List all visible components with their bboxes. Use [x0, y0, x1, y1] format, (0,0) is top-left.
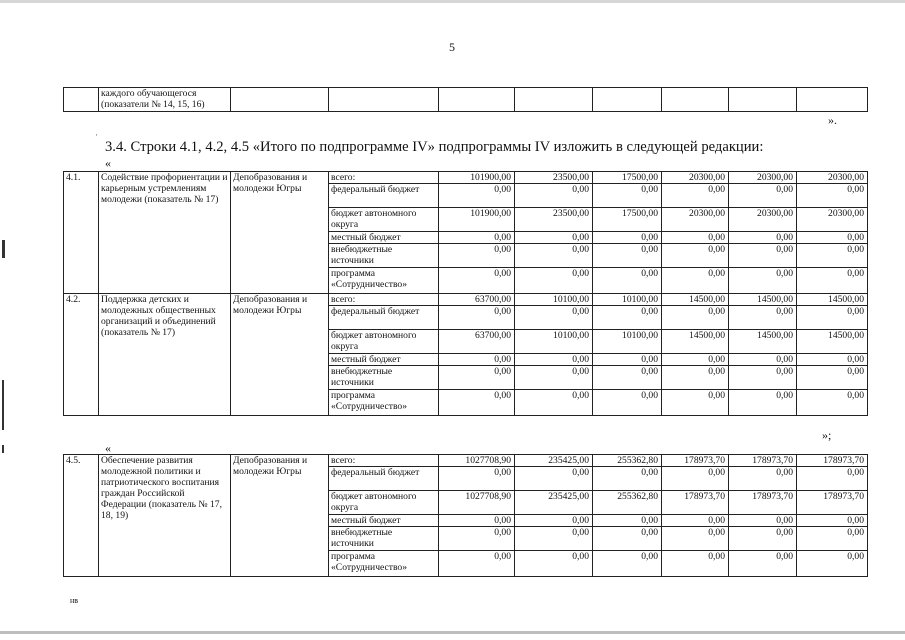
amount-cell: 0,00 [439, 515, 515, 527]
amount-cell: 0,00 [593, 467, 662, 491]
amount-cell: 0,00 [797, 184, 868, 208]
amount-cell: 20300,00 [797, 208, 868, 232]
funding-source-cell: местный бюджет [329, 232, 439, 244]
amount-cell: 0,00 [515, 467, 593, 491]
amount-cell: 14500,00 [662, 330, 729, 354]
amount-cell: 235425,00 [515, 455, 593, 467]
amount-cell: 0,00 [515, 390, 593, 416]
amount-cell: 0,00 [662, 527, 729, 551]
amount-cell: 255362,80 [593, 491, 662, 515]
row-number-cell: 4.1. [64, 172, 99, 294]
funding-source-cell: программа «Сотрудничество» [329, 268, 439, 294]
amount-cell: 0,00 [439, 354, 515, 366]
executor-cell: Депобразования и молодежи Югры [231, 455, 329, 577]
amount-cell: 0,00 [662, 467, 729, 491]
amount-cell: 0,00 [593, 354, 662, 366]
amount-cell: 0,00 [515, 366, 593, 390]
amount-cell: 0,00 [515, 551, 593, 577]
funding-source-cell: федеральный бюджет [329, 467, 439, 491]
amount-cell: 10100,00 [593, 330, 662, 354]
amount-cell: 0,00 [729, 551, 797, 577]
amount-cell: 0,00 [729, 244, 797, 268]
amount-cell: 0,00 [515, 232, 593, 244]
amount-cell: 0,00 [439, 390, 515, 416]
amount-cell: 10100,00 [593, 294, 662, 306]
amount-cell: 0,00 [515, 306, 593, 330]
subprogram-table-row-4-5 [63, 454, 868, 577]
empty-cell [662, 88, 729, 112]
amount-cell: 0,00 [662, 551, 729, 577]
funding-source-cell: всего: [329, 455, 439, 467]
amount-cell: 0,00 [662, 515, 729, 527]
row-number-cell: 4.5. [64, 455, 99, 577]
empty-cell [797, 88, 868, 112]
fragment-text-cell [99, 88, 231, 112]
amount-cell: 0,00 [729, 232, 797, 244]
funding-source-cell: внебюджетные источники [329, 366, 439, 390]
amount-cell: 0,00 [729, 467, 797, 491]
amount-cell: 0,00 [439, 551, 515, 577]
amount-cell: 0,00 [593, 527, 662, 551]
amount-cell: 0,00 [797, 551, 868, 577]
amount-cell: 0,00 [797, 390, 868, 416]
amount-cell: 0,00 [729, 354, 797, 366]
page-number: 5 [449, 40, 455, 54]
amount-cell: 0,00 [515, 268, 593, 294]
amount-cell: 63700,00 [439, 330, 515, 354]
empty-cell [329, 88, 439, 112]
amount-cell: 0,00 [797, 366, 868, 390]
amount-cell: 0,00 [439, 527, 515, 551]
amount-cell: 0,00 [662, 268, 729, 294]
amount-cell: 20300,00 [662, 172, 729, 184]
amount-cell: 0,00 [515, 184, 593, 208]
subprogram-table-main [63, 171, 868, 416]
closing-quote-1: ». [828, 113, 837, 127]
empty-cell [515, 88, 593, 112]
amount-cell: 1027708,90 [439, 491, 515, 515]
amount-cell: 235425,00 [515, 491, 593, 515]
amount-cell: 10100,00 [515, 294, 593, 306]
amount-cell: 0,00 [662, 354, 729, 366]
amount-cell: 0,00 [593, 551, 662, 577]
scan-bottom-edge [0, 631, 905, 634]
amount-cell: 14500,00 [729, 330, 797, 354]
amount-cell: 0,00 [662, 184, 729, 208]
row-name-cell: Содействие профориентации и карьерным устремлениям молодежи (показатель № 17) [99, 172, 231, 294]
footer-mark: нв [70, 596, 79, 605]
amount-cell: 14500,00 [797, 330, 868, 354]
amount-cell: 178973,70 [797, 455, 868, 467]
row-name-cell: Обеспечение развития молодежной политики и патриотического воспитания граждан Российской Федерации (показатель № 17, 18, 19) [99, 455, 231, 577]
amount-cell: 0,00 [797, 306, 868, 330]
amount-cell: 101900,00 [439, 208, 515, 232]
funding-source-cell: всего: [329, 294, 439, 306]
empty-cell [64, 88, 99, 112]
amount-cell: 14500,00 [729, 294, 797, 306]
closing-quote-2: »; [822, 428, 832, 442]
amount-cell: 0,00 [439, 366, 515, 390]
amount-cell: 0,00 [797, 467, 868, 491]
amount-cell: 20300,00 [797, 172, 868, 184]
amount-cell: 0,00 [729, 515, 797, 527]
amount-cell: 0,00 [729, 184, 797, 208]
amount-cell: 0,00 [797, 354, 868, 366]
funding-source-cell: местный бюджет [329, 515, 439, 527]
amount-cell: 1027708,90 [439, 455, 515, 467]
amount-cell: 178973,70 [662, 491, 729, 515]
empty-cell [439, 88, 515, 112]
amount-cell: 0,00 [729, 268, 797, 294]
amount-cell: 0,00 [662, 306, 729, 330]
top-fragment-table [63, 87, 868, 112]
amount-cell: 14500,00 [662, 294, 729, 306]
amount-cell: 0,00 [797, 232, 868, 244]
amount-cell: 255362,80 [593, 455, 662, 467]
empty-cell [231, 88, 329, 112]
funding-source-cell: бюджет автономного округа [329, 330, 439, 354]
amount-cell: 0,00 [662, 366, 729, 390]
amount-cell: 0,00 [593, 232, 662, 244]
amount-cell: 0,00 [439, 268, 515, 294]
amount-cell: 178973,70 [729, 491, 797, 515]
amount-cell: 178973,70 [662, 455, 729, 467]
section-heading: 3.4. Строки 4.1, 4.2, 4.5 «Итого по подпрограмме IV» подпрограммы IV изложить в следующей редакции: [105, 139, 764, 155]
amount-cell: 0,00 [593, 184, 662, 208]
amount-cell: 178973,70 [729, 455, 797, 467]
amount-cell: 0,00 [729, 306, 797, 330]
funding-source-cell: программа «Сотрудничество» [329, 390, 439, 416]
amount-cell: 0,00 [662, 232, 729, 244]
amount-cell: 14500,00 [797, 294, 868, 306]
scan-edge-mark [2, 445, 4, 453]
amount-cell: 23500,00 [515, 172, 593, 184]
amount-cell: 101900,00 [439, 172, 515, 184]
funding-source-cell: федеральный бюджет [329, 184, 439, 208]
empty-cell [729, 88, 797, 112]
amount-cell: 0,00 [662, 390, 729, 416]
amount-cell: 0,00 [439, 306, 515, 330]
amount-cell: 20300,00 [662, 208, 729, 232]
amount-cell: 0,00 [593, 268, 662, 294]
scan-edge-mark [2, 380, 4, 430]
opening-quote-1: « [105, 156, 111, 170]
amount-cell: 0,00 [662, 244, 729, 268]
amount-cell: 23500,00 [515, 208, 593, 232]
amount-cell: 0,00 [593, 306, 662, 330]
amount-cell: 0,00 [729, 366, 797, 390]
amount-cell: 20300,00 [729, 208, 797, 232]
funding-source-cell: внебюджетные источники [329, 527, 439, 551]
amount-cell: 0,00 [439, 244, 515, 268]
opening-quote-2: « [105, 441, 111, 455]
amount-cell: 10100,00 [515, 330, 593, 354]
amount-cell: 63700,00 [439, 294, 515, 306]
amount-cell: 0,00 [593, 244, 662, 268]
amount-cell: 0,00 [593, 515, 662, 527]
amount-cell: 17500,00 [593, 208, 662, 232]
amount-cell: 17500,00 [593, 172, 662, 184]
scan-dot: · [95, 130, 98, 140]
amount-cell: 0,00 [729, 527, 797, 551]
funding-source-cell: всего: [329, 172, 439, 184]
amount-cell: 0,00 [515, 354, 593, 366]
funding-source-cell: внебюджетные источники [329, 244, 439, 268]
amount-cell: 0,00 [439, 184, 515, 208]
amount-cell: 0,00 [515, 527, 593, 551]
amount-cell: 20300,00 [729, 172, 797, 184]
amount-cell: 0,00 [439, 467, 515, 491]
funding-source-cell: бюджет автономного округа [329, 491, 439, 515]
executor-cell: Депобразования и молодежи Югры [231, 294, 329, 416]
executor-cell: Депобразования и молодежи Югры [231, 172, 329, 294]
amount-cell: 178973,70 [797, 491, 868, 515]
scan-edge-mark [2, 240, 5, 258]
table-row [64, 172, 868, 184]
funding-source-cell: программа «Сотрудничество» [329, 551, 439, 577]
amount-cell: 0,00 [593, 390, 662, 416]
fragment-line-1: каждого обучающегося [101, 88, 197, 99]
table-row [64, 294, 868, 306]
row-name-cell: Поддержка детских и молодежных общественных организаций и объединений (показатель № 17) [99, 294, 231, 416]
table-row [64, 455, 868, 467]
amount-cell: 0,00 [797, 515, 868, 527]
row-number-cell: 4.2. [64, 294, 99, 416]
funding-source-cell: местный бюджет [329, 354, 439, 366]
amount-cell: 0,00 [797, 268, 868, 294]
funding-source-cell: федеральный бюджет [329, 306, 439, 330]
amount-cell: 0,00 [439, 232, 515, 244]
funding-source-cell: бюджет автономного округа [329, 208, 439, 232]
scan-top-edge [0, 0, 905, 3]
amount-cell: 0,00 [515, 515, 593, 527]
empty-cell [593, 88, 662, 112]
fragment-line-2: (показатели № 14, 15, 16) [101, 99, 205, 110]
amount-cell: 0,00 [593, 366, 662, 390]
amount-cell: 0,00 [797, 244, 868, 268]
amount-cell: 0,00 [797, 527, 868, 551]
amount-cell: 0,00 [515, 244, 593, 268]
amount-cell: 0,00 [729, 390, 797, 416]
